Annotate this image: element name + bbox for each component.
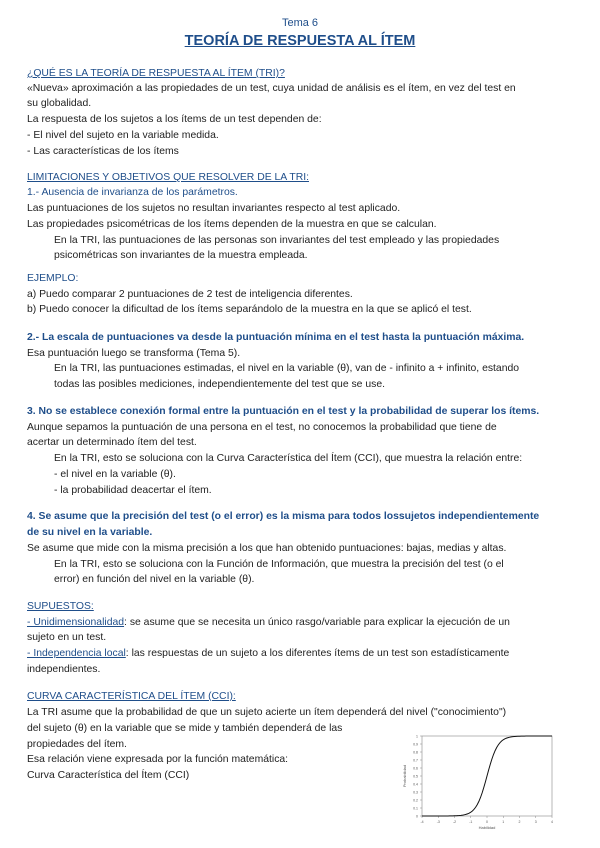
x-tick-label: -1 (469, 820, 473, 824)
x-tick-label: 3 (534, 820, 537, 824)
paragraph-line: En la TRI, esto se soluciona con la Curva Característica del Ítem (CCI), que muestra la relación entre: (54, 453, 523, 464)
bullet-item: - Las características de los ítems (27, 146, 179, 157)
y-tick-label: 0.2 (413, 798, 418, 803)
y-tick-label: 0.3 (413, 790, 418, 795)
paragraph-line: su globalidad. (27, 98, 92, 109)
y-tick-label: 0.7 (413, 758, 418, 763)
assumption-text: : las respuestas de un sujeto a los diferentes ítems de un test son estadísticamente (125, 648, 510, 659)
subheading: de su nivel en la variable. (27, 527, 153, 538)
bullet-item: - el nivel en la variable (θ). (54, 469, 176, 480)
y-tick-label: 0.8 (413, 750, 418, 755)
paragraph-line: En la TRI, las puntuaciones estimadas, el nivel en la variable (θ), van de - infinito a + infinito, estando (54, 363, 520, 374)
paragraph-line: En la TRI, esto se soluciona con la Función de Información, que muestra la precisión del test (o el (54, 559, 504, 570)
paragraph-line: psicométricas son invariantes de la muestra empleada. (54, 250, 308, 261)
paragraph-line: todas las posibles mediciones, independientemente del test que se use. (54, 379, 385, 390)
paragraph-line: En la TRI, las puntuaciones de las personas son invariantes del test empleado y las propiedades (54, 235, 500, 246)
x-tick-label: -4 (420, 820, 424, 824)
y-tick-label: 0.6 (413, 766, 418, 771)
paragraph-line: La respuesta de los sujetos a los ítems de un test dependen de: (27, 114, 322, 125)
example-heading: EJEMPLO: (27, 273, 79, 284)
y-tick-label: 0.5 (413, 774, 418, 779)
example-item: b) Puedo conocer la dificultad de los ítems separándolo de la muestra en la que se aplicó el test. (27, 304, 472, 315)
assumption-text: : se asume que se necesita un único rasgo/variable para explicar la ejecución de un (124, 617, 510, 628)
paragraph-line: error) en función del nivel en la variable (θ). (54, 574, 255, 585)
paragraph-line: Las propiedades psicométricas de los ítems dependen de la muestra en que se calculan. (27, 219, 437, 230)
paragraph-line: acertar un determinado ítem del test. (27, 437, 197, 448)
cci-chart (398, 732, 560, 832)
paragraph-line: «Nueva» aproximación a las propiedades de un test, cuya unidad de análisis es el ítem, en vez del test en (27, 83, 516, 94)
cci-curve (422, 736, 552, 816)
subheading: 1.- Ausencia de invarianza de los parámetros. (27, 187, 238, 198)
assumption-term: - Independencia local (27, 648, 126, 659)
paragraph-line: Esa relación viene expresada por la función matemática: (27, 754, 289, 765)
section-heading-supuestos: SUPUESTOS: (27, 601, 94, 612)
x-tick-label: -2 (452, 820, 457, 824)
x-tick-label: 2 (518, 820, 521, 824)
x-tick-label: 0 (486, 820, 488, 824)
y-tick-label: 0.4 (413, 782, 418, 787)
paragraph-line: del sujeto (θ) en la variable que se mide y también dependerá de las (27, 723, 343, 734)
paragraph-line: Las puntuaciones de los sujetos no resultan invariantes respecto al test aplicado. (27, 203, 401, 214)
y-tick-label: 0 (416, 814, 418, 819)
bullet-item: - la probabilidad deacertar el ítem. (54, 485, 212, 496)
document-title: TEORÍA DE RESPUESTA AL ÍTEM (184, 33, 416, 49)
subheading: 3. No se establece conexión formal entre la puntuación en el test y la probabilidad de superar los ítems. (27, 406, 540, 417)
subheading: 2.- La escala de puntuaciones va desde la puntuación mínima en el test hasta la puntuación máxima. (27, 332, 525, 343)
section-heading-cci: CURVA CARACTERÍSTICA DEL ÍTEM (CCI): (27, 691, 236, 702)
x-tick-label: -3 (436, 820, 440, 824)
x-tick-label: 1 (502, 820, 505, 824)
x-tick-label: 4 (551, 820, 553, 824)
section-heading-tri: ¿QUÉ ES LA TEORÍA DE RESPUESTA AL ÍTEM (TRI)? (27, 68, 285, 79)
assumption-item (27, 615, 510, 630)
example-item: a) Puedo comparar 2 puntuaciones de 2 test de inteligencia diferentes. (27, 289, 353, 300)
paragraph-line: independientes. (27, 664, 101, 675)
y-axis-label: Probabilidad (402, 764, 407, 788)
paragraph-line: Se asume que mide con la misma precisión a los que han obtenido puntuaciones: bajas, medias y altas. (27, 543, 507, 554)
topic-number: Tema 6 (281, 17, 319, 29)
subheading: 4. Se asume que la precisión del test (o el error) es la misma para todos lossujetos independientemente (27, 511, 540, 522)
bullet-item: - El nivel del sujeto en la variable medida. (27, 130, 219, 141)
y-tick-label: 1 (416, 734, 418, 739)
section-heading-limitaciones: LIMITACIONES Y OBJETIVOS QUE RESOLVER DE LA TRI: (27, 172, 309, 183)
y-tick-label: 0.1 (413, 806, 418, 811)
paragraph-line: Esa puntuación luego se transforma (Tema 5). (27, 348, 241, 359)
assumption-item (27, 646, 509, 661)
x-axis-label: Habilidad (478, 825, 496, 830)
paragraph-line: Aunque sepamos la puntuación de una persona en el test, no conocemos la probabilidad que tiene de (27, 422, 497, 433)
paragraph-line: sujeto en un test. (27, 632, 107, 643)
assumption-term: - Unidimensionalidad (27, 617, 125, 628)
paragraph-line: Curva Característica del Ítem (CCI) (27, 770, 190, 781)
paragraph-line: La TRI asume que la probabilidad de que un sujeto acierte un ítem dependerá del nivel ("conocimiento") (27, 707, 507, 718)
paragraph-line: propiedades del ítem. (27, 739, 127, 750)
y-tick-label: 0.9 (413, 742, 418, 747)
